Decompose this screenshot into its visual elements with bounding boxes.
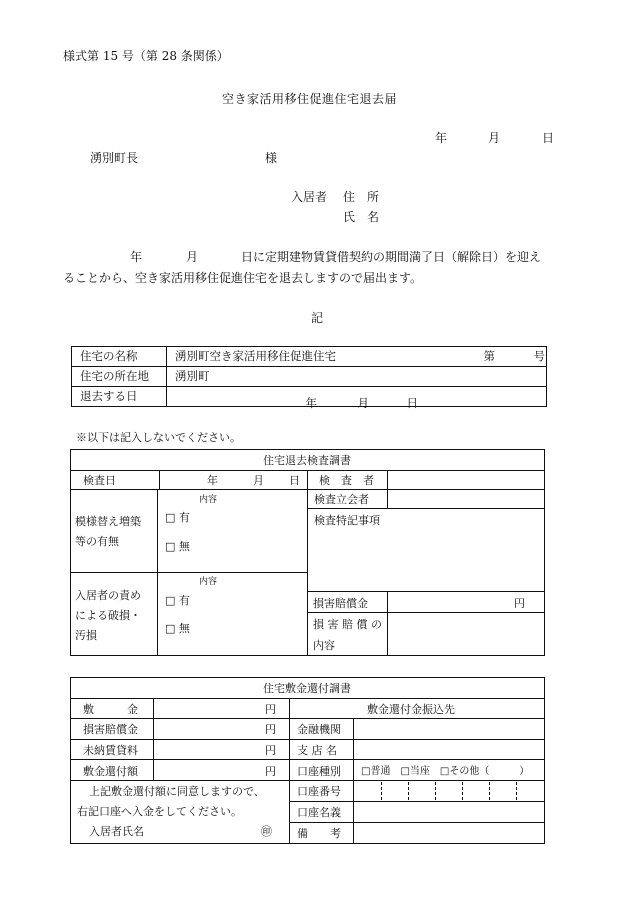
unpaid-rent-label: 未納賃貸料 bbox=[83, 744, 138, 757]
address-label: 住 所 bbox=[343, 190, 380, 204]
move-out-day: 日 bbox=[406, 395, 418, 410]
body-line1: 日に定期建物賃貸借契約の期間満了日（解除日）を迎え bbox=[241, 250, 542, 264]
body-line2: ることから、空き家活用移住促進住宅を退去しますので届出ます。 bbox=[63, 271, 423, 285]
move-out-date-value[interactable] bbox=[167, 387, 547, 410]
remodel-label-1: 模様替え増築 bbox=[75, 515, 141, 528]
ki-mark: 記 bbox=[311, 311, 324, 325]
move-out-date-label: 退去する日 bbox=[72, 387, 167, 407]
inspection-table bbox=[70, 449, 545, 656]
account-type-options[interactable]: □普通 □当座 □その他（ ） bbox=[361, 766, 530, 777]
refund-amount-yen: 円 bbox=[265, 765, 276, 778]
digit-divider bbox=[381, 782, 382, 800]
deposit-compensation-yen: 円 bbox=[265, 723, 276, 736]
deposit-compensation-label: 損害賠償金 bbox=[83, 723, 138, 736]
body-month: 月 bbox=[186, 250, 199, 264]
deposit-table bbox=[70, 677, 545, 844]
remodel-no-checkbox[interactable]: □ 無 bbox=[165, 540, 190, 553]
inspection-title: 住宅退去検査調書 bbox=[263, 454, 351, 467]
addressee: 湧別町長 bbox=[90, 151, 139, 165]
housing-name-label: 住宅の名称 bbox=[72, 347, 167, 367]
table-row bbox=[72, 387, 547, 407]
remodel-yes-checkbox[interactable]: □ 有 bbox=[165, 511, 190, 524]
date-year: 年 bbox=[435, 131, 448, 145]
remodel-label-2: 等の有無 bbox=[75, 535, 119, 548]
tenant-name-label: 入居者氏名 bbox=[89, 825, 144, 838]
agree-line-1: 上記敷金還付額に同意しますので、 bbox=[89, 785, 265, 798]
inspection-date-label: 検査日 bbox=[83, 474, 116, 487]
name-label: 氏 名 bbox=[343, 210, 380, 224]
digit-divider bbox=[516, 782, 517, 800]
compensation-content-label-2: 内容 bbox=[313, 639, 335, 652]
form-number: 様式第 15 号（第 28 条関係） bbox=[63, 49, 229, 63]
seal-mark: ㊞ bbox=[261, 825, 272, 838]
housing-location-label: 住宅の所在地 bbox=[72, 367, 167, 387]
housing-number-prefix: 第 bbox=[483, 348, 495, 363]
inspector-label: 検 査 者 bbox=[319, 474, 374, 487]
account-number-label: 口座番号 bbox=[297, 785, 341, 798]
tenant-label: 入居者 bbox=[291, 190, 328, 204]
damage-label-1: 入居者の責め bbox=[75, 589, 141, 602]
inspection-day: 日 bbox=[289, 474, 300, 487]
deposit-yen: 円 bbox=[265, 703, 276, 716]
move-out-month: 月 bbox=[357, 395, 369, 410]
digit-divider bbox=[489, 782, 490, 800]
housing-number-suffix: 号 bbox=[533, 348, 545, 363]
agree-line-2: 右記口座へ入金をしてください。 bbox=[77, 805, 242, 818]
unpaid-rent-yen: 円 bbox=[265, 744, 276, 757]
digit-divider bbox=[435, 782, 436, 800]
damage-label-2: による破損・ bbox=[75, 609, 141, 622]
branch-label: 支 店 名 bbox=[297, 744, 337, 757]
move-out-year: 年 bbox=[305, 395, 317, 410]
digit-divider bbox=[462, 782, 463, 800]
compensation-content-label-1: 損 害 賠 償 の bbox=[313, 618, 382, 631]
deposit-title: 住宅敷金還付調書 bbox=[263, 682, 351, 695]
note-do-not-fill: ※以下は記入しないでください。 bbox=[76, 431, 241, 444]
table-row bbox=[72, 347, 547, 367]
inspection-year: 年 bbox=[207, 474, 218, 487]
bank-label: 金融機関 bbox=[297, 723, 341, 736]
damage-no-checkbox[interactable]: □ 無 bbox=[165, 622, 190, 635]
compensation-yen: 円 bbox=[514, 597, 525, 610]
housing-name-value[interactable] bbox=[167, 347, 547, 367]
inspection-remarks-label: 検査特記事項 bbox=[314, 514, 380, 527]
deposit-remarks-label: 備 考 bbox=[297, 827, 341, 840]
compensation-label: 損害賠償金 bbox=[313, 597, 368, 610]
deposit-label: 敷 金 bbox=[83, 703, 138, 716]
remodel-content-label: 内容 bbox=[199, 495, 218, 505]
document-title: 空き家活用移住促進住宅退去届 bbox=[222, 92, 398, 106]
refund-amount-label: 敷金還付額 bbox=[83, 765, 138, 778]
date-day: 日 bbox=[542, 131, 555, 145]
witness-label: 検査立会者 bbox=[314, 493, 369, 506]
account-type-label: 口座種別 bbox=[297, 765, 341, 778]
housing-name-text: 湧別町空き家活用移住促進住宅 bbox=[175, 348, 336, 363]
damage-label-3: 汚損 bbox=[75, 629, 97, 642]
housing-location-value[interactable]: 湧別町 bbox=[167, 367, 547, 387]
damage-yes-checkbox[interactable]: □ 有 bbox=[165, 594, 190, 607]
date-month: 月 bbox=[488, 131, 501, 145]
digit-divider bbox=[408, 782, 409, 800]
account-name-label: 口座名義 bbox=[297, 806, 341, 819]
honorific: 様 bbox=[265, 151, 278, 165]
table-row bbox=[72, 367, 547, 387]
inspection-month: 月 bbox=[253, 474, 264, 487]
damage-content-label: 内容 bbox=[199, 577, 218, 587]
transfer-title: 敷金還付金振込先 bbox=[367, 703, 455, 716]
body-year: 年 bbox=[130, 250, 143, 264]
housing-table bbox=[71, 346, 547, 410]
